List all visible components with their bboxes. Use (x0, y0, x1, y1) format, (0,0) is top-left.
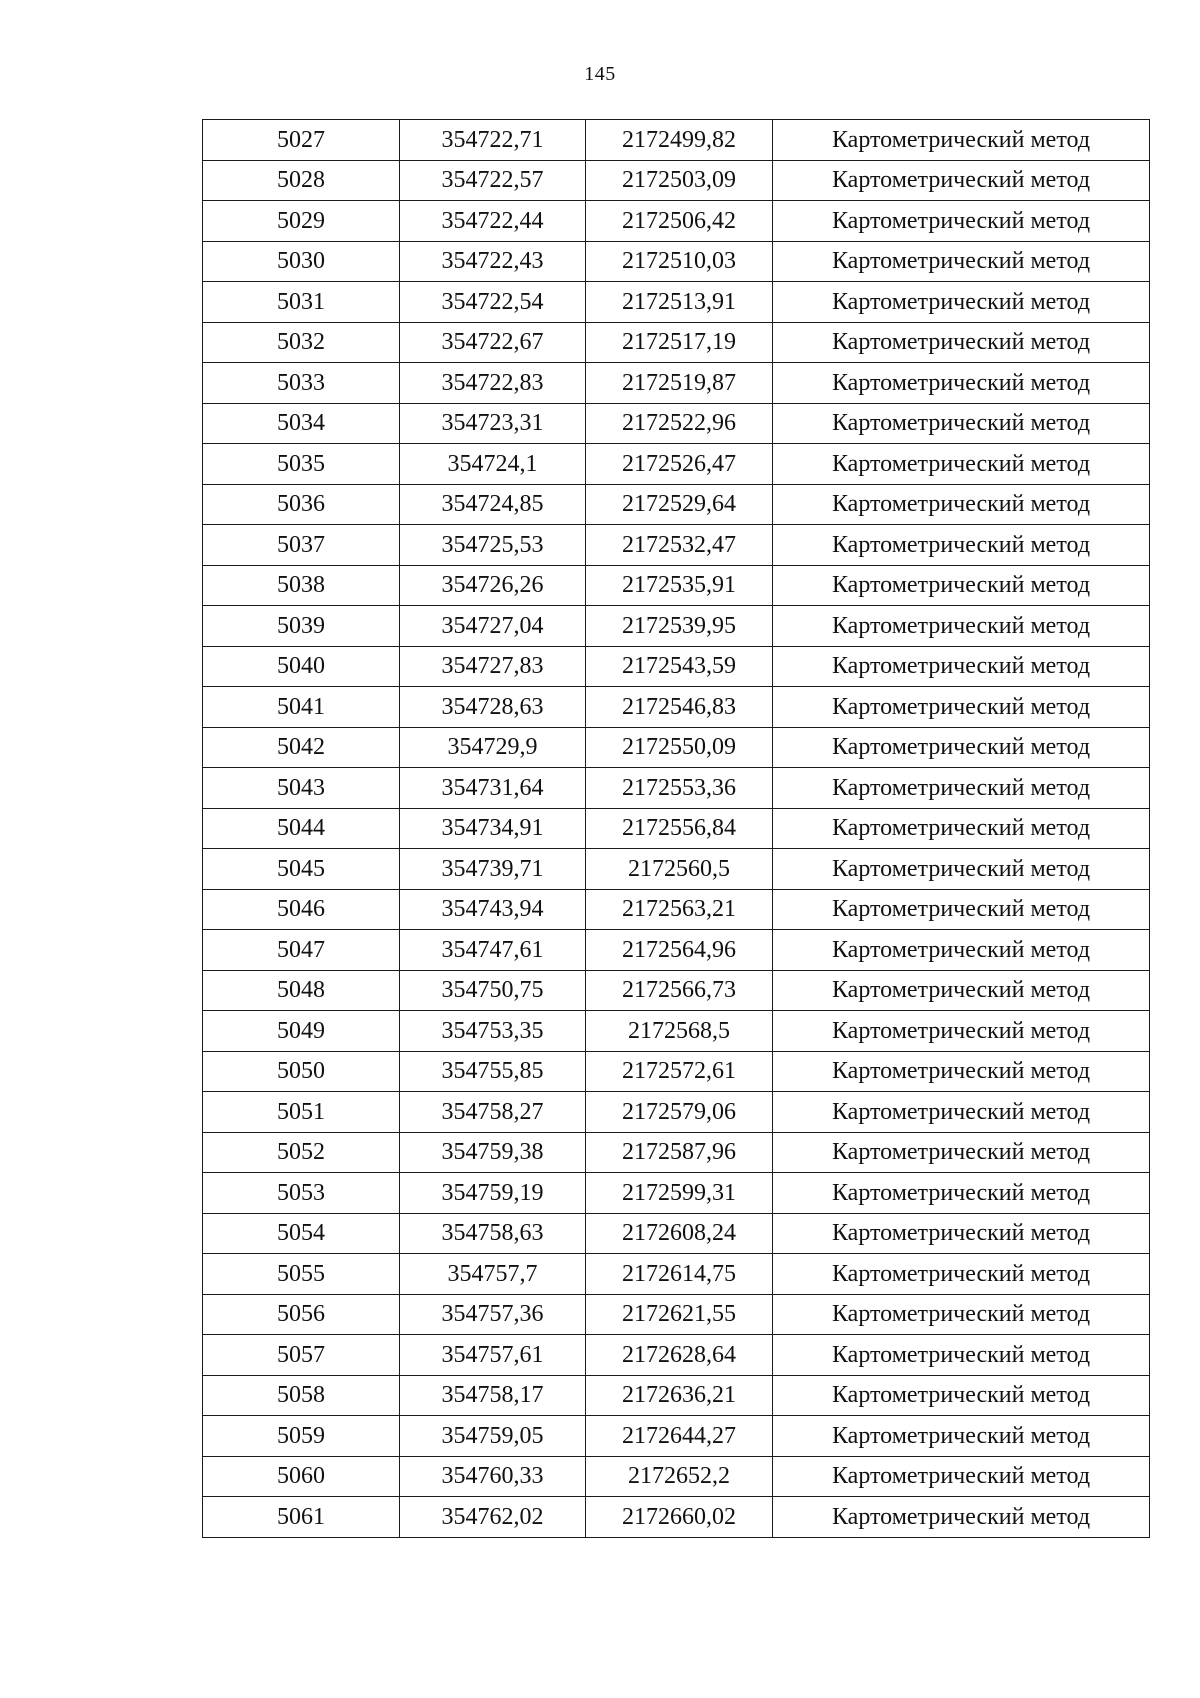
point-number-cell: 5059 (203, 1416, 400, 1457)
x-coordinate-cell: 354760,33 (400, 1456, 586, 1497)
method-cell: Картометрический метод (773, 1092, 1150, 1133)
table-row (203, 1051, 1150, 1092)
x-coordinate-cell: 354722,71 (400, 120, 586, 161)
method-cell: Картометрический метод (773, 727, 1150, 768)
point-number-cell: 5055 (203, 1254, 400, 1295)
y-coordinate-cell: 2172535,91 (586, 565, 773, 606)
table-row (203, 282, 1150, 323)
table-row (203, 889, 1150, 930)
y-coordinate-cell: 2172566,73 (586, 970, 773, 1011)
x-coordinate-cell: 354727,83 (400, 646, 586, 687)
table-row (203, 1173, 1150, 1214)
x-coordinate-cell: 354722,44 (400, 201, 586, 242)
x-coordinate-cell: 354722,54 (400, 282, 586, 323)
point-number-cell: 5054 (203, 1213, 400, 1254)
point-number-cell: 5041 (203, 687, 400, 728)
y-coordinate-cell: 2172513,91 (586, 282, 773, 323)
point-number-cell: 5056 (203, 1294, 400, 1335)
x-coordinate-cell: 354727,04 (400, 606, 586, 647)
x-coordinate-cell: 354757,36 (400, 1294, 586, 1335)
x-coordinate-cell: 354757,61 (400, 1335, 586, 1376)
method-cell: Картометрический метод (773, 282, 1150, 323)
x-coordinate-cell: 354750,75 (400, 970, 586, 1011)
x-coordinate-cell: 354729,9 (400, 727, 586, 768)
method-cell: Картометрический метод (773, 1497, 1150, 1538)
y-coordinate-cell: 2172652,2 (586, 1456, 773, 1497)
x-coordinate-cell: 354758,17 (400, 1375, 586, 1416)
table-row (203, 201, 1150, 242)
y-coordinate-cell: 2172587,96 (586, 1132, 773, 1173)
x-coordinate-cell: 354759,19 (400, 1173, 586, 1214)
method-cell: Картометрический метод (773, 1051, 1150, 1092)
y-coordinate-cell: 2172526,47 (586, 444, 773, 485)
method-cell: Картометрический метод (773, 1254, 1150, 1295)
method-cell: Картометрический метод (773, 849, 1150, 890)
x-coordinate-cell: 354743,94 (400, 889, 586, 930)
x-coordinate-cell: 354725,53 (400, 525, 586, 566)
table-row (203, 768, 1150, 809)
method-cell: Картометрический метод (773, 484, 1150, 525)
method-cell: Картометрический метод (773, 322, 1150, 363)
x-coordinate-cell: 354759,05 (400, 1416, 586, 1457)
table-row (203, 1456, 1150, 1497)
table-row (203, 1294, 1150, 1335)
table-row (203, 1213, 1150, 1254)
method-cell: Картометрический метод (773, 970, 1150, 1011)
x-coordinate-cell: 354757,7 (400, 1254, 586, 1295)
x-coordinate-cell: 354722,67 (400, 322, 586, 363)
method-cell: Картометрический метод (773, 930, 1150, 971)
point-number-cell: 5060 (203, 1456, 400, 1497)
y-coordinate-cell: 2172572,61 (586, 1051, 773, 1092)
x-coordinate-cell: 354722,83 (400, 363, 586, 404)
method-cell: Картометрический метод (773, 646, 1150, 687)
point-number-cell: 5040 (203, 646, 400, 687)
y-coordinate-cell: 2172499,82 (586, 120, 773, 161)
x-coordinate-cell: 354724,85 (400, 484, 586, 525)
table-row (203, 160, 1150, 201)
y-coordinate-cell: 2172556,84 (586, 808, 773, 849)
y-coordinate-cell: 2172522,96 (586, 403, 773, 444)
method-cell: Картометрический метод (773, 1213, 1150, 1254)
table-row (203, 1092, 1150, 1133)
y-coordinate-cell: 2172510,03 (586, 241, 773, 282)
table-row (203, 727, 1150, 768)
method-cell: Картометрический метод (773, 444, 1150, 485)
method-cell: Картометрический метод (773, 889, 1150, 930)
method-cell: Картометрический метод (773, 1335, 1150, 1376)
table-row (203, 484, 1150, 525)
point-number-cell: 5052 (203, 1132, 400, 1173)
x-coordinate-cell: 354723,31 (400, 403, 586, 444)
method-cell: Картометрический метод (773, 525, 1150, 566)
y-coordinate-cell: 2172506,42 (586, 201, 773, 242)
method-cell: Картометрический метод (773, 120, 1150, 161)
coordinates-table-body (203, 120, 1150, 1538)
x-coordinate-cell: 354739,71 (400, 849, 586, 890)
y-coordinate-cell: 2172568,5 (586, 1011, 773, 1052)
table-row (203, 1375, 1150, 1416)
point-number-cell: 5051 (203, 1092, 400, 1133)
point-number-cell: 5038 (203, 565, 400, 606)
x-coordinate-cell: 354724,1 (400, 444, 586, 485)
point-number-cell: 5043 (203, 768, 400, 809)
point-number-cell: 5047 (203, 930, 400, 971)
table-row (203, 363, 1150, 404)
y-coordinate-cell: 2172563,21 (586, 889, 773, 930)
method-cell: Картометрический метод (773, 403, 1150, 444)
table-row (203, 444, 1150, 485)
point-number-cell: 5030 (203, 241, 400, 282)
point-number-cell: 5048 (203, 970, 400, 1011)
table-row (203, 930, 1150, 971)
x-coordinate-cell: 354753,35 (400, 1011, 586, 1052)
method-cell: Картометрический метод (773, 1294, 1150, 1335)
point-number-cell: 5058 (203, 1375, 400, 1416)
y-coordinate-cell: 2172539,95 (586, 606, 773, 647)
point-number-cell: 5031 (203, 282, 400, 323)
table-row (203, 646, 1150, 687)
y-coordinate-cell: 2172644,27 (586, 1416, 773, 1457)
y-coordinate-cell: 2172543,59 (586, 646, 773, 687)
point-number-cell: 5036 (203, 484, 400, 525)
table-row (203, 1497, 1150, 1538)
point-number-cell: 5061 (203, 1497, 400, 1538)
y-coordinate-cell: 2172660,02 (586, 1497, 773, 1538)
method-cell: Картометрический метод (773, 1375, 1150, 1416)
point-number-cell: 5057 (203, 1335, 400, 1376)
table-row (203, 606, 1150, 647)
x-coordinate-cell: 354734,91 (400, 808, 586, 849)
y-coordinate-cell: 2172550,09 (586, 727, 773, 768)
y-coordinate-cell: 2172621,55 (586, 1294, 773, 1335)
point-number-cell: 5044 (203, 808, 400, 849)
point-number-cell: 5045 (203, 849, 400, 890)
table-row (203, 322, 1150, 363)
y-coordinate-cell: 2172579,06 (586, 1092, 773, 1133)
table-row (203, 1011, 1150, 1052)
method-cell: Картометрический метод (773, 160, 1150, 201)
y-coordinate-cell: 2172529,64 (586, 484, 773, 525)
x-coordinate-cell: 354762,02 (400, 1497, 586, 1538)
y-coordinate-cell: 2172519,87 (586, 363, 773, 404)
y-coordinate-cell: 2172560,5 (586, 849, 773, 890)
x-coordinate-cell: 354726,26 (400, 565, 586, 606)
table-row (203, 1416, 1150, 1457)
y-coordinate-cell: 2172503,09 (586, 160, 773, 201)
table-row (203, 970, 1150, 1011)
method-cell: Картометрический метод (773, 201, 1150, 242)
method-cell: Картометрический метод (773, 363, 1150, 404)
y-coordinate-cell: 2172546,83 (586, 687, 773, 728)
y-coordinate-cell: 2172553,36 (586, 768, 773, 809)
method-cell: Картометрический метод (773, 1456, 1150, 1497)
table-row (203, 241, 1150, 282)
point-number-cell: 5027 (203, 120, 400, 161)
y-coordinate-cell: 2172628,64 (586, 1335, 773, 1376)
table-row (203, 565, 1150, 606)
table-row (203, 1254, 1150, 1295)
x-coordinate-cell: 354758,27 (400, 1092, 586, 1133)
coordinates-table (202, 119, 1150, 1538)
point-number-cell: 5042 (203, 727, 400, 768)
x-coordinate-cell: 354731,64 (400, 768, 586, 809)
y-coordinate-cell: 2172636,21 (586, 1375, 773, 1416)
table-row (203, 1132, 1150, 1173)
point-number-cell: 5028 (203, 160, 400, 201)
table-row (203, 403, 1150, 444)
point-number-cell: 5037 (203, 525, 400, 566)
point-number-cell: 5053 (203, 1173, 400, 1214)
x-coordinate-cell: 354728,63 (400, 687, 586, 728)
y-coordinate-cell: 2172564,96 (586, 930, 773, 971)
method-cell: Картометрический метод (773, 687, 1150, 728)
x-coordinate-cell: 354747,61 (400, 930, 586, 971)
y-coordinate-cell: 2172614,75 (586, 1254, 773, 1295)
point-number-cell: 5033 (203, 363, 400, 404)
method-cell: Картометрический метод (773, 1173, 1150, 1214)
method-cell: Картометрический метод (773, 1416, 1150, 1457)
page-number: 145 (584, 63, 616, 85)
x-coordinate-cell: 354758,63 (400, 1213, 586, 1254)
point-number-cell: 5034 (203, 403, 400, 444)
point-number-cell: 5032 (203, 322, 400, 363)
y-coordinate-cell: 2172517,19 (586, 322, 773, 363)
point-number-cell: 5050 (203, 1051, 400, 1092)
method-cell: Картометрический метод (773, 808, 1150, 849)
method-cell: Картометрический метод (773, 241, 1150, 282)
x-coordinate-cell: 354722,43 (400, 241, 586, 282)
table-row (203, 687, 1150, 728)
point-number-cell: 5039 (203, 606, 400, 647)
method-cell: Картометрический метод (773, 1011, 1150, 1052)
method-cell: Картометрический метод (773, 606, 1150, 647)
x-coordinate-cell: 354755,85 (400, 1051, 586, 1092)
y-coordinate-cell: 2172532,47 (586, 525, 773, 566)
method-cell: Картометрический метод (773, 768, 1150, 809)
y-coordinate-cell: 2172608,24 (586, 1213, 773, 1254)
method-cell: Картометрический метод (773, 1132, 1150, 1173)
table-row (203, 120, 1150, 161)
point-number-cell: 5035 (203, 444, 400, 485)
x-coordinate-cell: 354759,38 (400, 1132, 586, 1173)
point-number-cell: 5046 (203, 889, 400, 930)
method-cell: Картометрический метод (773, 565, 1150, 606)
table-row (203, 1335, 1150, 1376)
table-row (203, 525, 1150, 566)
x-coordinate-cell: 354722,57 (400, 160, 586, 201)
point-number-cell: 5029 (203, 201, 400, 242)
table-row (203, 808, 1150, 849)
table-row (203, 849, 1150, 890)
point-number-cell: 5049 (203, 1011, 400, 1052)
y-coordinate-cell: 2172599,31 (586, 1173, 773, 1214)
